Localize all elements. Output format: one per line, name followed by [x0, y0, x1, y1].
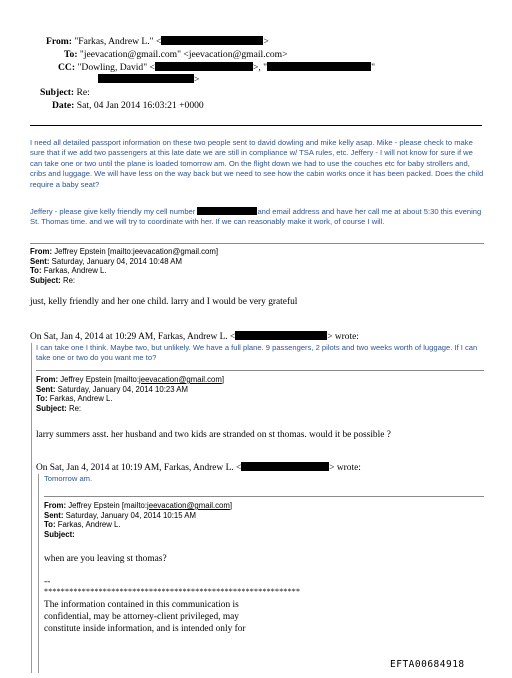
- header-date: [52, 100, 204, 112]
- message-1-sent: Saturday, January 04, 2014 10:48 AM: [51, 256, 182, 266]
- redaction-box: [235, 331, 327, 340]
- subject-label: Subject:: [40, 87, 75, 98]
- message-3-sent: Saturday, January 04, 2014 10:15 AM: [65, 510, 196, 520]
- message-3-email-link[interactable]: jeevacation@gmail.com: [147, 501, 230, 510]
- divider: [30, 243, 484, 244]
- quote-1-text: I can take one I think. Maybe two, but unlikely. We have a full plane. 9 passengers, 2 pilots and two weeks worth of luggage. If I can take one or two do you want me to?: [36, 343, 478, 363]
- header-from: From: "Farkas, Andrew L." < >: [46, 36, 269, 47]
- subject-value: Re:: [76, 87, 90, 98]
- cc-value: "Dowling, David" <: [77, 62, 155, 73]
- message-2-header: From: Jeffrey Epstein [mailto:jeevacation@gmail.com] Sent: Saturday, January 04, 2014 10:23 AM To: Farkas, Andrew L. Subject: Re:: [36, 375, 225, 413]
- redaction-box: [197, 207, 257, 215]
- date-value: Sat, 04 Jan 2014 16:03:21 +0000: [76, 100, 204, 111]
- message-1-header: From: Jeffrey Epstein [mailto:jeevacation@gmail.com] Sent: Saturday, January 04, 2014 10:48 AM To: Farkas, Andrew L. Subject: Re:: [30, 247, 219, 285]
- redaction-box: [155, 62, 253, 71]
- message-1-to: Farkas, Andrew L.: [43, 266, 107, 275]
- message-2-email-link[interactable]: jeevacation@gmail.com: [139, 375, 222, 384]
- disclaimer-line-1: The information contained in this communication is: [44, 600, 239, 610]
- disclaimer-line-3: constitute inside information, and is intended only for: [44, 624, 246, 634]
- header-cc: CC: "Dowling, David" < >, " ": [58, 62, 375, 73]
- header-to: [64, 49, 288, 61]
- message-3-to: Farkas, Andrew L.: [57, 520, 121, 529]
- date-label: Date:: [52, 100, 75, 111]
- quote-1-intro: On Sat, Jan 4, 2014 at 10:29 AM, Farkas, Andrew L. < > wrote:: [30, 332, 359, 342]
- message-3-header: From: Jeffrey Epstein [mailto:jeevacation@gmail.com] Sent: Saturday, January 04, 2014 10:15 AM To: Farkas, Andrew L. Subject:: [44, 501, 233, 539]
- redaction-box: [98, 74, 194, 83]
- separator-stars: *************************************************************: [44, 587, 301, 596]
- redaction-box: [241, 462, 329, 471]
- message-2-subject: Re:: [68, 403, 82, 413]
- from-value: "Farkas, Andrew L." <: [74, 36, 162, 47]
- body-paragraph-1: I need all detailed passport information on these two people sent to david dowling and mike kelly asap. Mike - please check to make sure that if we add two passengers at this late date we are still in compliance w/ TSA rules, etc. Jeffery - I will not know for sure if we can take one or two until the plane is loaded tomorrow am. On the flight down we had to use the couches etc for baby strollers and, cribs and luggage. We will have less on the way back but we need to see how the cabin works once it has been packed. Does the child require a baby seat?: [30, 138, 484, 189]
- quote-bar: [31, 343, 32, 673]
- message-3-body: when are you leaving st thomas?: [44, 554, 167, 564]
- cc-label: CC:: [58, 62, 76, 73]
- message-2-body: larry summers asst. her husband and two kids are stranded on st thomas. would it be possible ?: [36, 430, 391, 440]
- document-id: EFTA00684918: [390, 659, 465, 670]
- message-2-to: Farkas, Andrew L.: [49, 394, 113, 403]
- signature-dashes: --: [44, 577, 51, 587]
- redaction-box: [161, 36, 263, 45]
- divider: [44, 496, 484, 497]
- to-label: To:: [64, 49, 78, 60]
- header-divider: [30, 125, 482, 126]
- divider: [36, 370, 484, 371]
- header-cc-line2: >: [98, 74, 199, 86]
- message-1-body: just, kelly friendly and her one child. larry and I would be very grateful: [30, 297, 298, 307]
- body-paragraph-2: Jeffery - please give kelly friendly my cell number and email address and have her call me at about 5:30 this evening St. Thomas time. and we will try to coordinate with her. If we can reasonably make it work, of course I will.: [30, 207, 482, 227]
- header-subject: [40, 87, 90, 99]
- message-2-sent: Saturday, January 04, 2014 10:23 AM: [57, 384, 188, 394]
- quote-bar: [38, 474, 39, 673]
- quote-2-intro: On Sat, Jan 4, 2014 at 10:19 AM, Farkas, Andrew L. < > wrote:: [36, 463, 361, 473]
- to-value: "jeevacation@gmail.com" <jeevacation@gmail.com>: [79, 49, 288, 60]
- quote-2-text: Tomorrow am.: [44, 474, 93, 483]
- redaction-box: [267, 62, 371, 71]
- disclaimer-line-2: confidential, may be attorney-client privileged, may: [44, 612, 239, 622]
- message-1-subject: Re:: [62, 275, 76, 285]
- message-1-from: Jeffrey Epstein [mailto:jeevacation@gmail.com]: [54, 247, 219, 256]
- from-label: From:: [46, 36, 72, 47]
